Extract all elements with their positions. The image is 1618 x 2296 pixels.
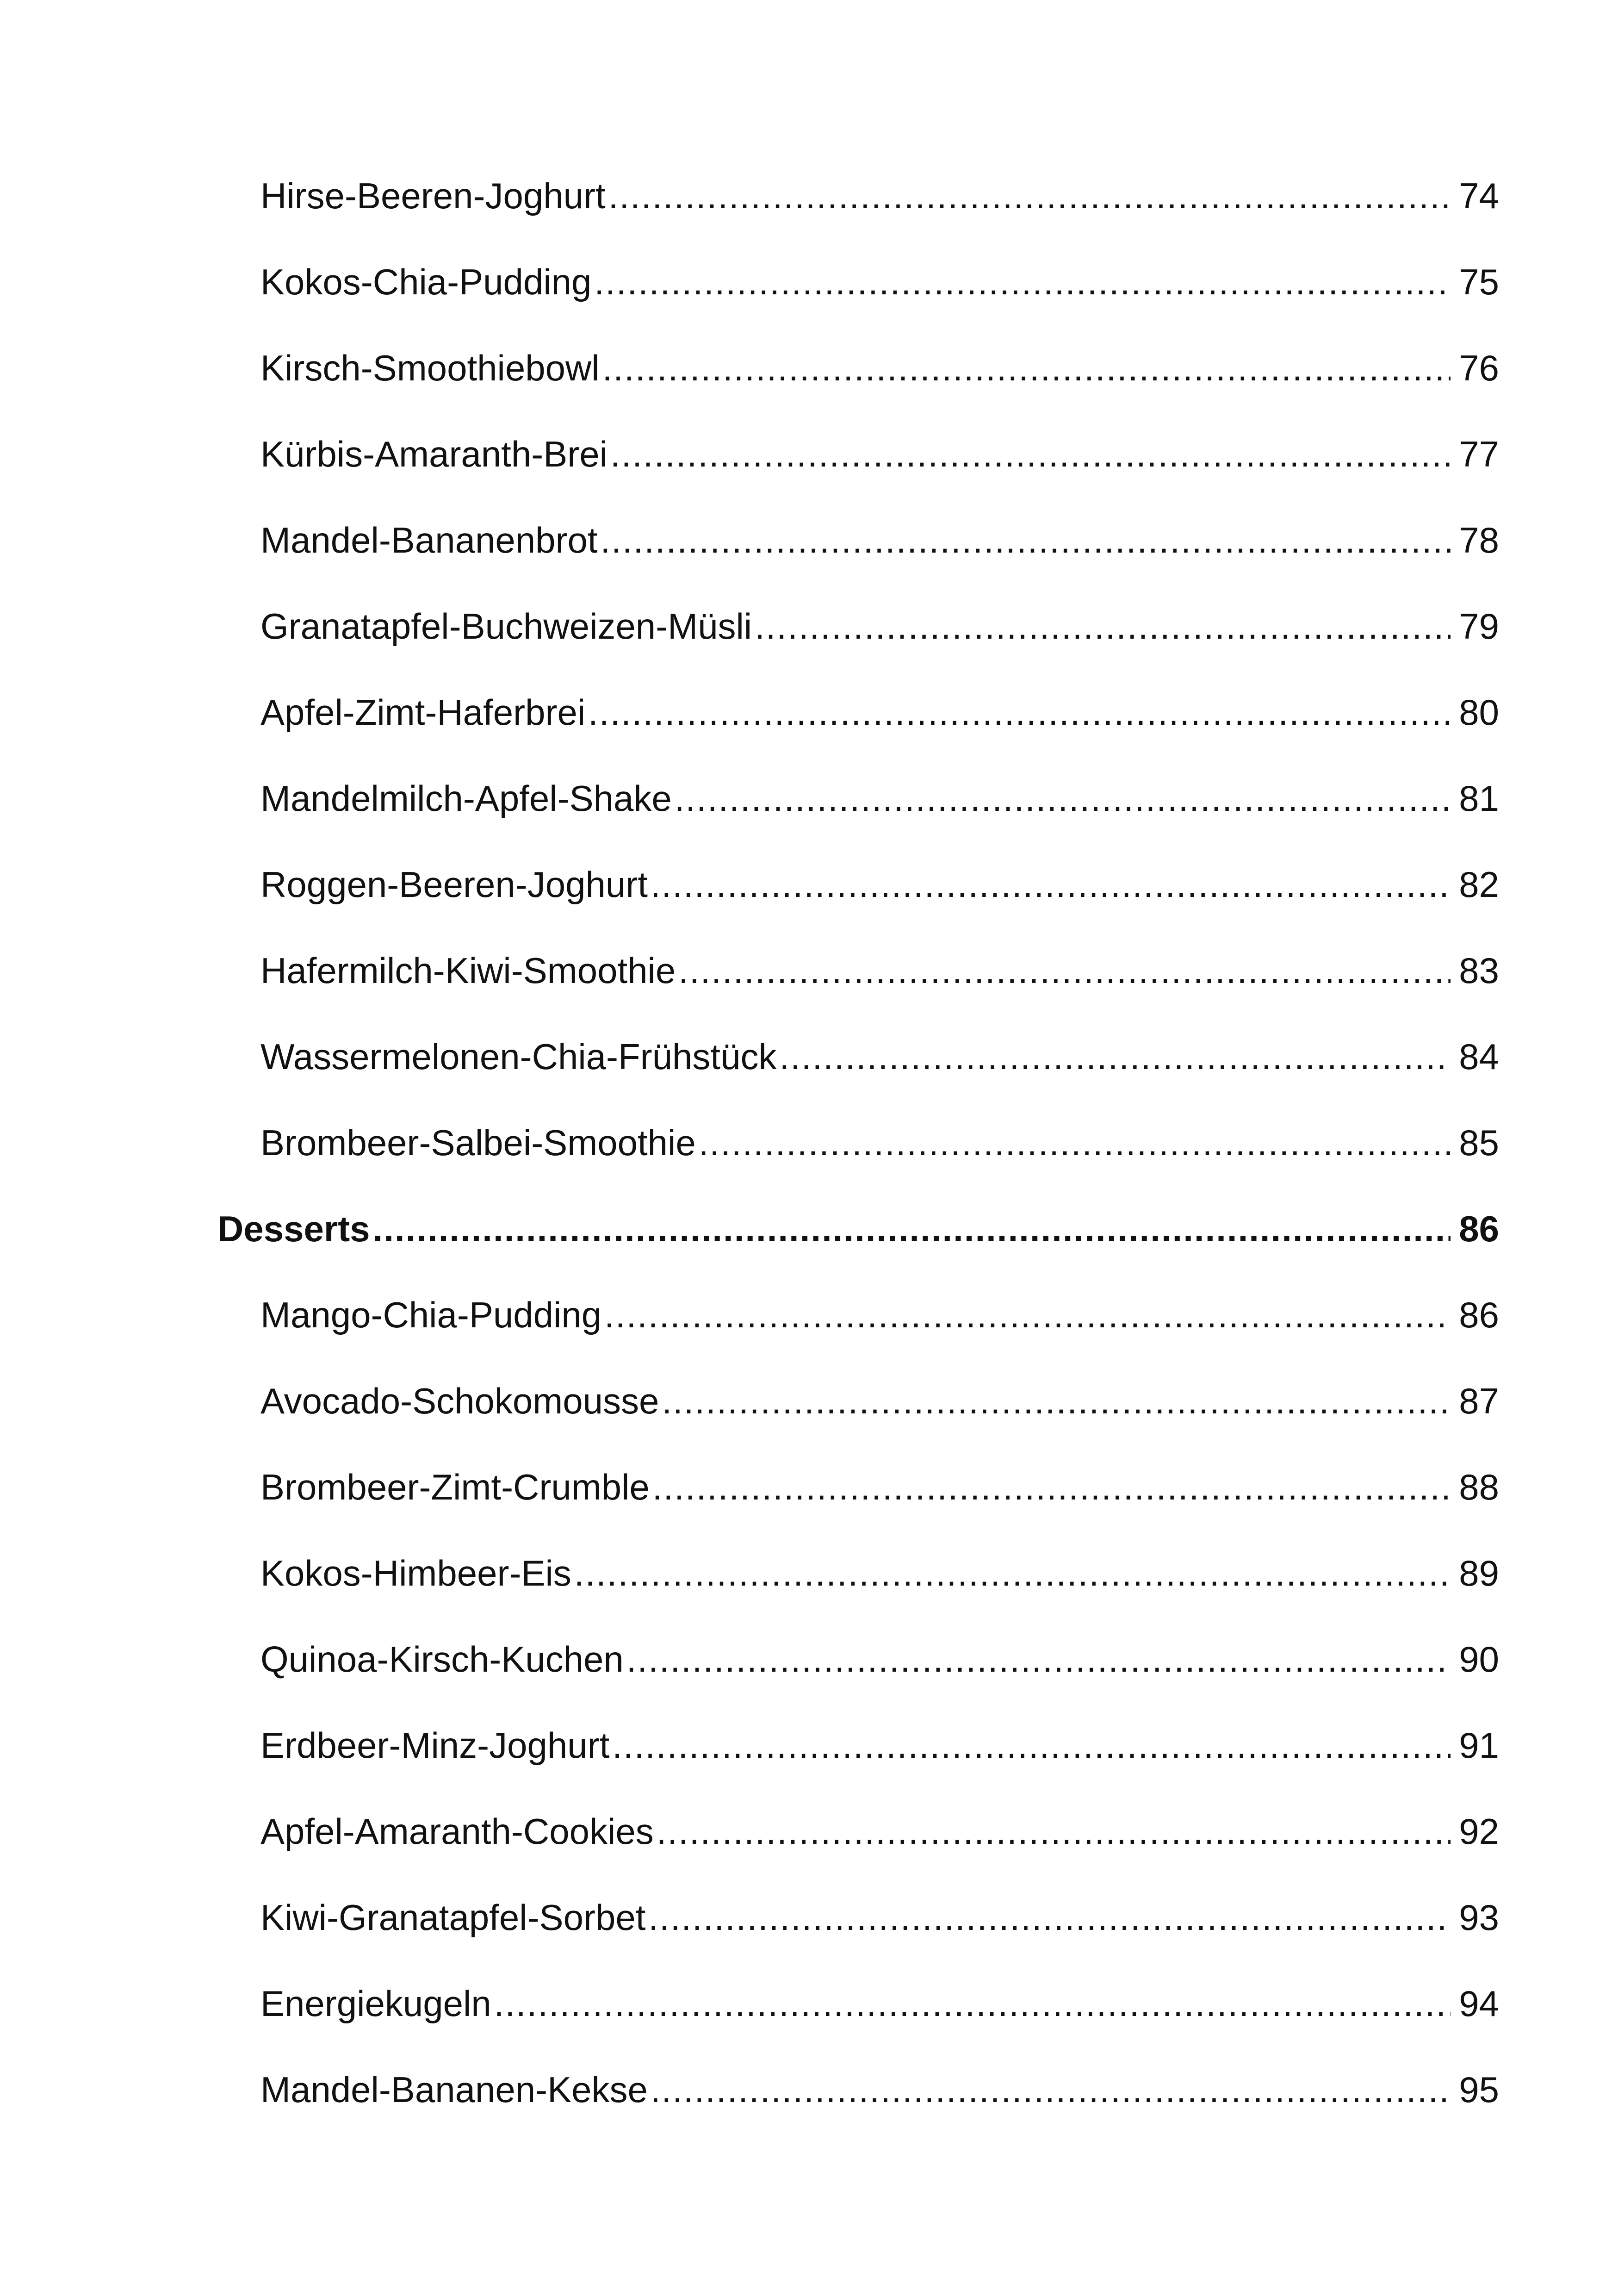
dot-leader [594,239,1451,325]
toc-entry-title: Wassermelonen-Chia-Frühstück [260,1036,777,1077]
toc-entry-page-number: 75 [1459,261,1499,302]
dot-leader [626,1616,1451,1702]
dot-leader [651,2047,1451,2133]
dot-leader [662,1358,1451,1444]
toc-entry[interactable] [217,755,1499,841]
toc-entry-page-number: 78 [1459,520,1499,560]
toc-entry[interactable] [217,1960,1499,2047]
toc-entry-title: Kirsch-Smoothiebowl [260,348,600,388]
dot-leader [657,1788,1451,1874]
toc-entry[interactable] [217,1702,1499,1788]
toc-entry-page-number: 95 [1459,2069,1499,2110]
toc-entry-title: Brombeer-Zimt-Crumble [260,1467,650,1507]
dot-leader [373,1186,1451,1272]
toc-entry[interactable] [217,1014,1499,1100]
dot-leader [610,411,1451,497]
dot-leader [678,927,1451,1014]
toc-section-entry[interactable] [217,1186,1499,1272]
toc-entry[interactable] [217,841,1499,927]
toc-section-page-number: 86 [1459,1208,1499,1249]
toc-entry-title: Mandelmilch-Apfel-Shake [260,778,672,819]
toc-entry[interactable] [217,1100,1499,1186]
toc-entry-page-number: 82 [1459,864,1499,905]
toc-entry[interactable] [217,1530,1499,1616]
toc-section-title: Desserts [217,1208,370,1249]
toc-entry-page-number: 85 [1459,1122,1499,1163]
toc-entry[interactable] [217,1874,1499,1960]
toc-entry-title: Kokos-Chia-Pudding [260,261,592,302]
toc-entry-page-number: 91 [1459,1725,1499,1766]
toc-entry[interactable] [217,1616,1499,1702]
dot-leader [648,1874,1451,1960]
toc-entry-page-number: 77 [1459,434,1499,474]
toc-entry-title: Brombeer-Salbei-Smoothie [260,1122,696,1163]
toc-entry[interactable] [217,583,1499,669]
toc-entry[interactable] [217,1788,1499,1874]
dot-leader [601,497,1451,583]
toc-entry-title: Roggen-Beeren-Joghurt [260,864,648,905]
toc-entry-title: Apfel-Amaranth-Cookies [260,1811,654,1852]
toc-entry[interactable] [217,1358,1499,1444]
dot-leader [602,325,1451,411]
toc-entry-title: Mango-Chia-Pudding [260,1294,602,1335]
toc-entry-page-number: 80 [1459,692,1499,733]
dot-leader [651,841,1451,927]
dot-leader [494,1960,1451,2047]
toc-entry-page-number: 92 [1459,1811,1499,1852]
toc-entry-title: Kokos-Himbeer-Eis [260,1553,571,1593]
dot-leader [612,1702,1451,1788]
toc-entry[interactable] [217,1444,1499,1530]
dot-leader [574,1530,1451,1616]
toc-entry[interactable] [217,239,1499,325]
toc-entry[interactable] [217,2047,1499,2133]
toc-entry-title: Mandel-Bananen-Kekse [260,2069,648,2110]
toc-entry-page-number: 88 [1459,1467,1499,1507]
toc-entry-title: Granatapfel-Buchweizen-Müsli [260,606,752,647]
dot-leader [588,669,1451,755]
dot-leader [779,1014,1451,1100]
toc-entry-page-number: 93 [1459,1897,1499,1938]
toc-entry-title: Energiekugeln [260,1983,491,2024]
toc-entry-page-number: 90 [1459,1639,1499,1680]
toc-entry[interactable] [217,153,1499,239]
table-of-contents [217,153,1499,2133]
toc-entry-title: Hirse-Beeren-Joghurt [260,175,606,216]
toc-entry-page-number: 79 [1459,606,1499,647]
toc-entry-title: Apfel-Zimt-Haferbrei [260,692,586,733]
toc-entry-page-number: 94 [1459,1983,1499,2024]
toc-entry-page-number: 84 [1459,1036,1499,1077]
toc-entry-page-number: 81 [1459,778,1499,819]
toc-entry-title: Kürbis-Amaranth-Brei [260,434,608,474]
toc-entry-title: Hafermilch-Kiwi-Smoothie [260,950,676,991]
toc-entry[interactable] [217,1272,1499,1358]
toc-entry-title: Kiwi-Granatapfel-Sorbet [260,1897,646,1938]
toc-entry[interactable] [217,497,1499,583]
toc-entry-title: Avocado-Schokomousse [260,1381,659,1421]
toc-entry-page-number: 87 [1459,1381,1499,1421]
toc-entry-title: Quinoa-Kirsch-Kuchen [260,1639,624,1680]
toc-entry-page-number: 76 [1459,348,1499,388]
toc-entry-page-number: 86 [1459,1294,1499,1335]
toc-entry-title: Erdbeer-Minz-Joghurt [260,1725,610,1766]
toc-entry-title: Mandel-Bananenbrot [260,520,598,560]
toc-entry-page-number: 89 [1459,1553,1499,1593]
dot-leader [675,755,1451,841]
toc-entry-page-number: 74 [1459,175,1499,216]
toc-entry[interactable] [217,325,1499,411]
toc-entry[interactable] [217,411,1499,497]
dot-leader [755,583,1451,669]
toc-entry[interactable] [217,669,1499,755]
dot-leader [604,1272,1451,1358]
dot-leader [608,153,1451,239]
dot-leader [699,1100,1451,1186]
toc-entry[interactable] [217,927,1499,1014]
dot-leader [652,1444,1451,1530]
toc-entry-page-number: 83 [1459,950,1499,991]
